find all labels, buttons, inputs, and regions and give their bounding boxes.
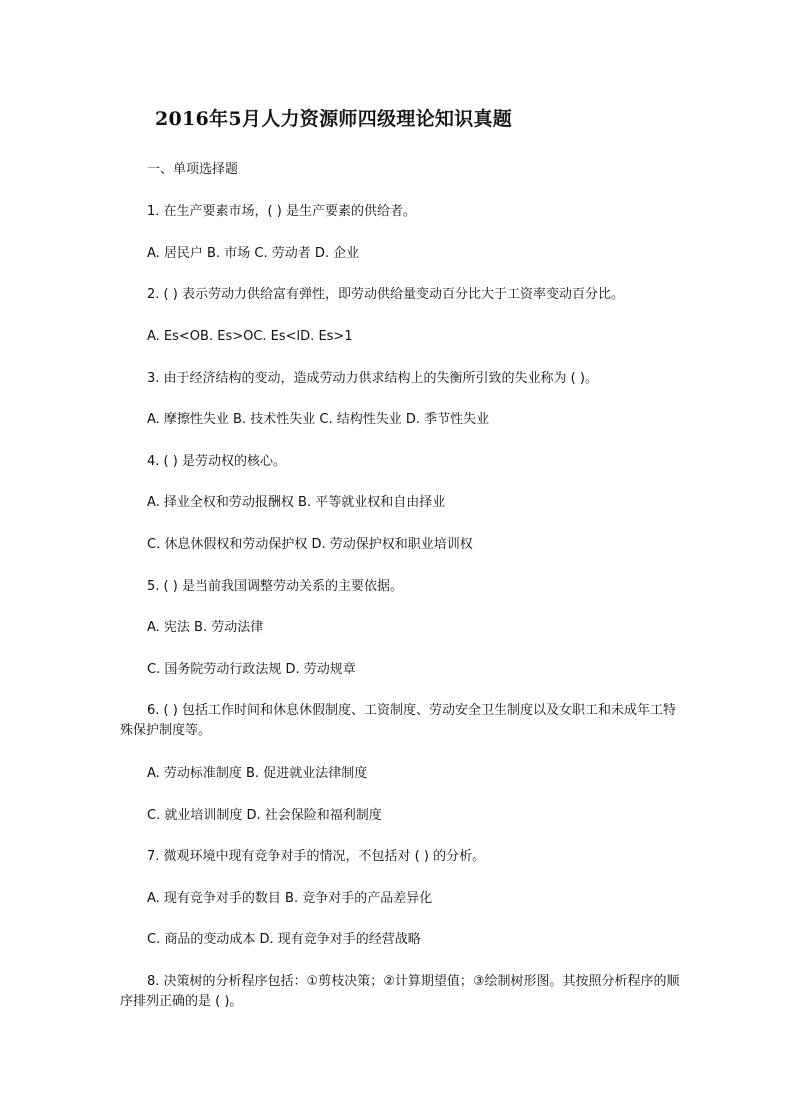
question-4-options-1: A. 择业全权和劳动报酬权 B. 平等就业权和自由择业 bbox=[147, 495, 446, 510]
question-5-options-1: A. 宪法 B. 劳动法律 bbox=[147, 620, 264, 635]
question-5-options-2: C. 国务院劳动行政法规 D. 劳动规章 bbox=[147, 662, 356, 677]
question-3-stem: 3. 由于经济结构的变动，造成劳动力供求结构上的失衡所引致的失业称为 ( )。 bbox=[147, 371, 598, 386]
question-1-stem: 1. 在生产要素市场，( ) 是生产要素的供给者。 bbox=[147, 204, 416, 219]
question-3-options: A. 摩擦性失业 B. 技术性失业 C. 结构性失业 D. 季节性失业 bbox=[147, 412, 490, 427]
question-2-stem: 2. ( ) 表示劳动力供给富有弹性，即劳动供给量变动百分比大于工资率变动百分比。 bbox=[147, 287, 624, 302]
question-6-stem: 6. ( ) 包括工作时间和休息休假制度、工资制度、劳动安全卫生制度以及女职工和未成年工特殊保护制度等。 bbox=[120, 703, 676, 738]
question-1-options: A. 居民户 B. 市场 C. 劳动者 D. 企业 bbox=[147, 246, 360, 261]
question-4-options-2: C. 休息休假权和劳动保护权 D. 劳动保护权和职业培训权 bbox=[147, 537, 473, 552]
question-6-options-1: A. 劳动标准制度 B. 促进就业法律制度 bbox=[147, 766, 368, 781]
section-heading: 一、单项选择题 bbox=[147, 162, 239, 177]
question-7-options-1: A. 现有竞争对手的数目 B. 竞争对手的产品差异化 bbox=[147, 891, 433, 906]
question-8-stem: 8. 决策树的分析程序包括：①剪枝决策；②计算期望值；③绘制树形图。其按照分析程序的顺序排列正确的是 ( )。 bbox=[120, 974, 680, 1009]
question-6-options-2: C. 就业培训制度 D. 社会保险和福利制度 bbox=[147, 808, 382, 823]
document-title: 2016年5月人力资源师四级理论知识真题 bbox=[155, 108, 513, 130]
question-2-options: A. Es<OB. Es>OC. Es<lD. Es>1 bbox=[147, 329, 353, 344]
question-7-stem: 7. 微观环境中现有竞争对手的情况，不包括对 ( ) 的分析。 bbox=[147, 849, 486, 864]
question-5-stem: 5. ( ) 是当前我国调整劳动关系的主要依据。 bbox=[147, 579, 403, 594]
question-7-options-2: C. 商品的变动成本 D. 现有竞争对手的经营战略 bbox=[147, 932, 421, 947]
question-4-stem: 4. ( ) 是劳动权的核心。 bbox=[147, 454, 286, 469]
